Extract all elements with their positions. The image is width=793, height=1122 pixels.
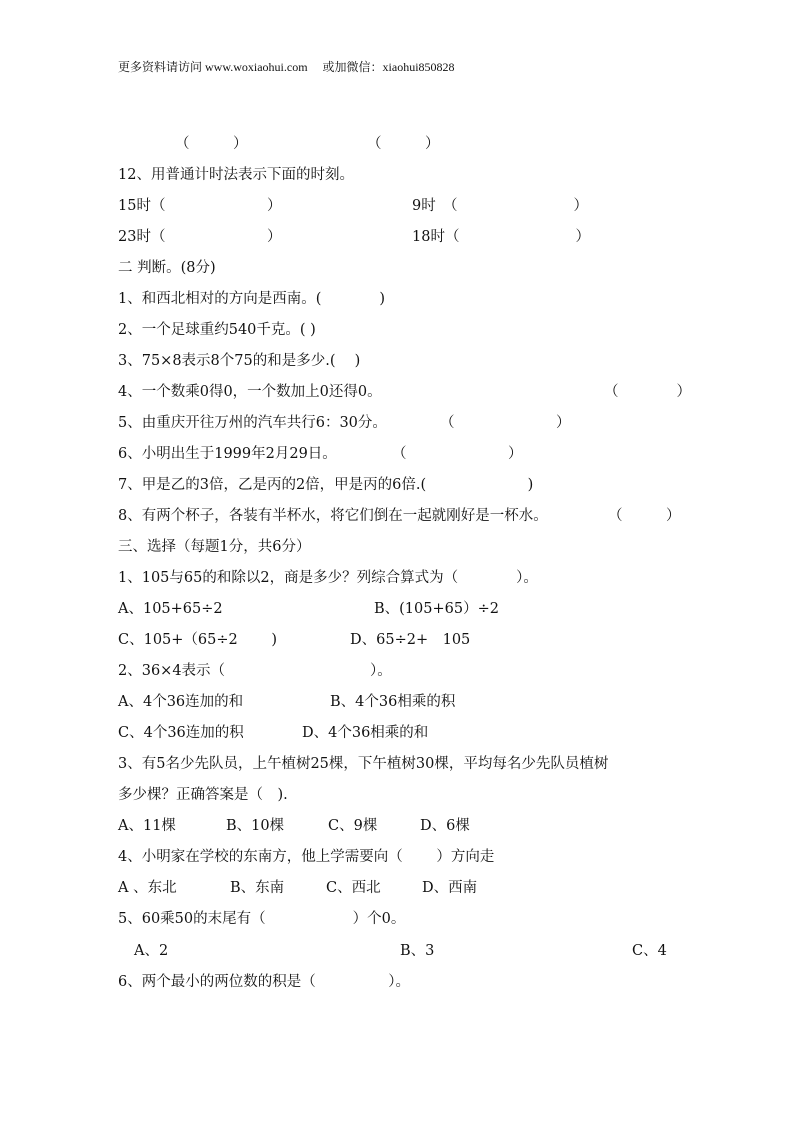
choice-question-2: 2、36×4表示（ ）。 — [118, 663, 392, 679]
option-d: D、西南 — [422, 880, 478, 896]
section-3-title: 三、选择（每题1分，共6分） — [118, 539, 311, 555]
judge-text: 4、一个数乘0得0，一个数加上0还得0。 — [118, 384, 382, 400]
question-12-title: 12、用普通计时法表示下面的时刻。 — [118, 167, 354, 183]
time-item: 9时 （ ） — [412, 198, 588, 214]
option-c: C、105+（65÷2 ) — [118, 632, 278, 648]
option-b: B、4个36相乘的积 — [330, 694, 456, 710]
option-a: A、2 — [134, 943, 169, 959]
option-b: B、东南 — [230, 880, 285, 896]
answer-paren: （ ） — [367, 136, 440, 152]
option-c: C、4个36连加的积 — [118, 725, 244, 741]
option-a: A、11棵 — [118, 818, 176, 834]
choice-question-3-line-2: 多少棵？正确答案是（ ). — [118, 787, 288, 803]
choice-question-1: 1、105与65的和除以2，商是多少？列综合算式为（ ）。 — [118, 570, 538, 586]
option-b: B、(105+65）÷2 — [374, 601, 499, 617]
answer-paren: （ ） — [175, 136, 248, 152]
option-c: C、西北 — [326, 880, 381, 896]
choice-question-4: 4、小明家在学校的东南方，他上学需要向（ ）方向走 — [118, 849, 495, 865]
judge-text: 8、有两个杯子，各装有半杯水，将它们倒在一起就刚好是一杯水。 — [118, 508, 548, 524]
option-c: C、4 — [632, 943, 667, 959]
time-item: 15时（ ） — [118, 198, 282, 214]
choice-question-5: 5、60乘50的末尾有（ ）个0。 — [118, 911, 406, 927]
judge-text: 5、由重庆开往万州的汽车共行6：30分。 — [118, 415, 387, 431]
judge-text: 6、小明出生于1999年2月29日。 — [118, 446, 337, 462]
choice-question-3-line-1: 3、有5名少先队员，上午植树25棵，下午植树30棵，平均每名少先队员植树 — [118, 756, 609, 772]
answer-paren: （ ） — [440, 415, 571, 431]
time-item: 23时（ ） — [118, 229, 282, 245]
time-item: 18时（ ） — [412, 229, 590, 245]
option-a: A、4个36连加的和 — [118, 694, 244, 710]
option-d: D、4个36相乘的和 — [302, 725, 429, 741]
option-b: B、10棵 — [226, 818, 285, 834]
answer-paren: （ ） — [604, 384, 691, 400]
choice-question-6: 6、两个最小的两位数的积是（ ）。 — [118, 974, 410, 990]
judge-item-2: 2、一个足球重约540千克。( ) — [118, 322, 316, 338]
page-header: 更多资料请访问 www.woxiaohui.com 或加微信：xiaohui850828 — [118, 60, 455, 74]
judge-item-1: 1、和西北相对的方向是西南。( ) — [118, 291, 386, 307]
option-a: A、105+65÷2 — [118, 601, 223, 617]
judge-item-3: 3、75×8表示8个75的和是多少.( ) — [118, 353, 361, 369]
answer-paren: （ ） — [608, 508, 681, 524]
option-d: D、65÷2+ 105 — [350, 632, 471, 648]
judge-item-7: 7、甲是乙的3倍，乙是丙的2倍，甲是丙的6倍.( ) — [118, 477, 534, 493]
option-c: C、9棵 — [328, 818, 378, 834]
option-b: B、3 — [400, 943, 435, 959]
section-2-title: 二 判断。(8分) — [118, 260, 216, 276]
option-a: A 、东北 — [118, 880, 177, 896]
option-d: D、6棵 — [420, 818, 470, 834]
answer-paren: （ ） — [392, 446, 523, 462]
